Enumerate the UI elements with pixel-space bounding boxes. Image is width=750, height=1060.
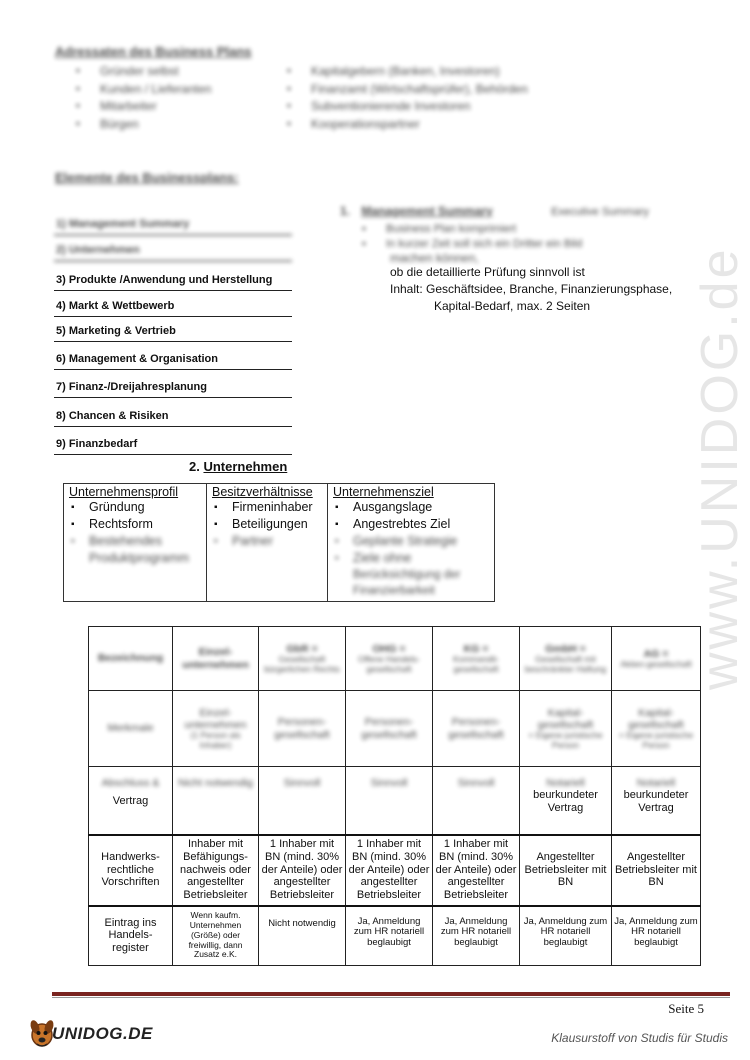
ms-inhalt-1: Inhalt: Geschäftsidee, Branche, Finanzierungsphase, — [390, 282, 673, 296]
list-item: ▪ Kooperationspartner — [283, 116, 583, 134]
list-item: ▪ Firmeninhaber — [212, 499, 322, 516]
list-item: ▪ Beteiligungen — [212, 516, 322, 533]
addressaten-right-list — [283, 63, 583, 133]
list-item: ▪ In kurzer Zeit soll sich ein Dritter ein Bild — [358, 237, 700, 252]
watermark: www.UNIDOG.de — [691, 246, 749, 690]
table-cell: Kapital-gesellschaft = Eigene juristische Person — [612, 691, 701, 767]
elemente-heading: Elemente des Businessplans: — [55, 170, 239, 185]
addressaten-heading: Adressaten des Business Plans — [55, 44, 252, 59]
addressaten-left-list — [72, 63, 272, 133]
table-row — [89, 627, 701, 691]
table-cell: Ja, Anmeldung zum HR notariell beglaubigt — [433, 906, 520, 966]
table-cell: Ja, Anmeldung zum HR notariell beglaubigt — [346, 906, 433, 966]
table-cell — [207, 484, 328, 602]
page-number: Seite 5 — [668, 1001, 704, 1016]
list-item: ▪ Gründer selbst — [72, 63, 272, 81]
table-cell: Ja, Anmeldung zum HR notariell beglaubigt — [612, 906, 701, 966]
table-header: KG = Kommandit-gesellschaft — [433, 627, 520, 691]
elemente-list — [54, 207, 292, 455]
ms-inhalt-2: Kapital-Bedarf, max. 2 Seiten — [434, 299, 591, 313]
table-row — [89, 835, 701, 906]
unternehmen-table — [63, 483, 495, 602]
table-cell: Personen-gesellschaft — [433, 691, 520, 767]
table-cell: 1 Inhaber mit BN (mind. 30% der Anteile) oder angestellter Betriebsleiter — [259, 835, 346, 906]
list-item: ▪ Ziele ohne — [333, 550, 489, 567]
table-row — [89, 767, 701, 835]
table-cell: Nicht notwendig — [173, 767, 259, 835]
list-item: ▪ Business Plan komprimiert — [358, 222, 700, 237]
table-cell: Sinnvoll — [433, 767, 520, 835]
management-summary — [340, 204, 700, 315]
rechtsformen-table — [88, 626, 701, 966]
table-cell: Sinnvoll — [259, 767, 346, 835]
list-item: 4) Markt & Wettbewerb — [54, 291, 292, 317]
list-item: 1) Management Summary — [54, 207, 292, 236]
ms-number: 1. — [340, 204, 351, 218]
table-header: GbR = Gesellschaft bürgerlichen Rechts — [259, 627, 346, 691]
footer-slogan: Klausurstoff von Studis für Studis — [551, 1031, 728, 1045]
table-header: Unternehmensprofil — [69, 485, 179, 499]
list-item: ▪ Kapitalgebern (Banken, Investoren) — [283, 63, 583, 81]
table-cell: Angestellter Betriebsleiter mit BN — [612, 835, 701, 906]
list-item: ▪ Mitarbeiter — [72, 98, 272, 116]
ms-line1: machen können, — [390, 252, 479, 264]
table-cell: Einzel-unternehmen (1 Person als Inhaber) — [173, 691, 259, 767]
ms-subtitle: Executive Summary — [551, 206, 649, 218]
list-item: 5) Marketing & Vertrieb — [54, 317, 292, 342]
ms-bullets — [358, 222, 700, 252]
table-row — [89, 691, 701, 767]
list-item: ▪ Gründung — [69, 499, 201, 516]
table-cell: Kapital-gesellschaft = Eigene juristische Person — [520, 691, 612, 767]
table-cell: Sinnvoll — [346, 767, 433, 835]
list-item: Produktprogramm — [89, 551, 190, 565]
unternehmen-title: 2. Unternehmen — [189, 459, 288, 474]
list-item: ▪ Bürgen — [72, 116, 272, 134]
list-item: 7) Finanz-/Dreijahresplanung — [54, 370, 292, 398]
footer-line — [52, 992, 730, 996]
list-item: ▪ Angestrebtes Ziel — [333, 516, 489, 533]
table-cell: Merkmale — [89, 691, 173, 767]
list-item: 2) Unternehmen — [54, 236, 292, 262]
list-item: ▪ Bestehendes — [69, 533, 201, 550]
table-row — [89, 906, 701, 966]
list-item: ▪ Ausgangslage — [333, 499, 489, 516]
table-header: Unternehmensziel — [333, 485, 434, 499]
table-cell: 1 Inhaber mit BN (mind. 30% der Anteile) oder angestellter Betriebsleiter — [433, 835, 520, 906]
table-header: OHG = Offene Handels-gesellschaft — [346, 627, 433, 691]
table-header: Bezeichnung — [89, 627, 173, 691]
footer-line-thin — [52, 997, 730, 998]
table-header: GmbH = Gesellschaft mit beschränkter Haftung — [520, 627, 612, 691]
table-cell: Notariell beurkundeter Vertrag — [612, 767, 701, 835]
table-cell: Abschluss & Vertrag — [89, 767, 173, 835]
logo-text: UNIDOG.DE — [52, 1024, 153, 1043]
list-item: Berücksichtigung der Finanzierbarkeit — [353, 569, 461, 597]
table-cell — [64, 484, 207, 602]
list-item: ▪ Geplante Strategie — [333, 533, 489, 550]
table-header: Besitzverhältnisse — [212, 485, 313, 499]
table-cell: Notariell beurkundeter Vertrag — [520, 767, 612, 835]
table-cell — [328, 484, 495, 602]
ms-title: Management Summary — [361, 204, 493, 218]
table-cell: Personen-gesellschaft — [259, 691, 346, 767]
list-item: ▪ Finanzamt (Wirtschaftsprüfer), Behörden — [283, 81, 583, 99]
table-cell: 1 Inhaber mit BN (mind. 30% der Anteile) oder angestellter Betriebsleiter — [346, 835, 433, 906]
table-cell: Ja, Anmeldung zum HR notariell beglaubigt — [520, 906, 612, 966]
table-header: AG = Aktien-gesellschaft — [612, 627, 701, 691]
table-header: Einzel-unternehmen — [173, 627, 259, 691]
table-cell: Inhaber mit Befähigungs-nachweis oder angestellter Betriebsleiter — [173, 835, 259, 906]
list-item: ▪ Rechtsform — [69, 516, 201, 533]
table-cell: Personen-gesellschaft — [346, 691, 433, 767]
list-item: 9) Finanzbedarf — [54, 427, 292, 455]
list-item: 6) Management & Organisation — [54, 342, 292, 370]
table-cell: Handwerks-rechtliche Vorschriften — [89, 835, 173, 906]
table-cell: Nicht notwendig — [259, 906, 346, 966]
table-cell: Angestellter Betriebsleiter mit BN — [520, 835, 612, 906]
table-cell: Wenn kaufm. Unternehmen (Größe) oder freiwillig, dann Zusatz e.K. — [173, 906, 259, 966]
list-item: 8) Chancen & Risiken — [54, 398, 292, 427]
list-item: ▪ Partner — [212, 533, 322, 550]
list-item: ▪ Subventionierende Investoren — [283, 98, 583, 116]
table-cell: Eintrag ins Handels-register — [89, 906, 173, 966]
list-item: 3) Produkte /Anwendung und Herstellung — [54, 262, 292, 291]
ms-line2: ob die detaillierte Prüfung sinnvoll ist — [390, 265, 585, 279]
list-item: ▪ Kunden / Lieferanten — [72, 81, 272, 99]
